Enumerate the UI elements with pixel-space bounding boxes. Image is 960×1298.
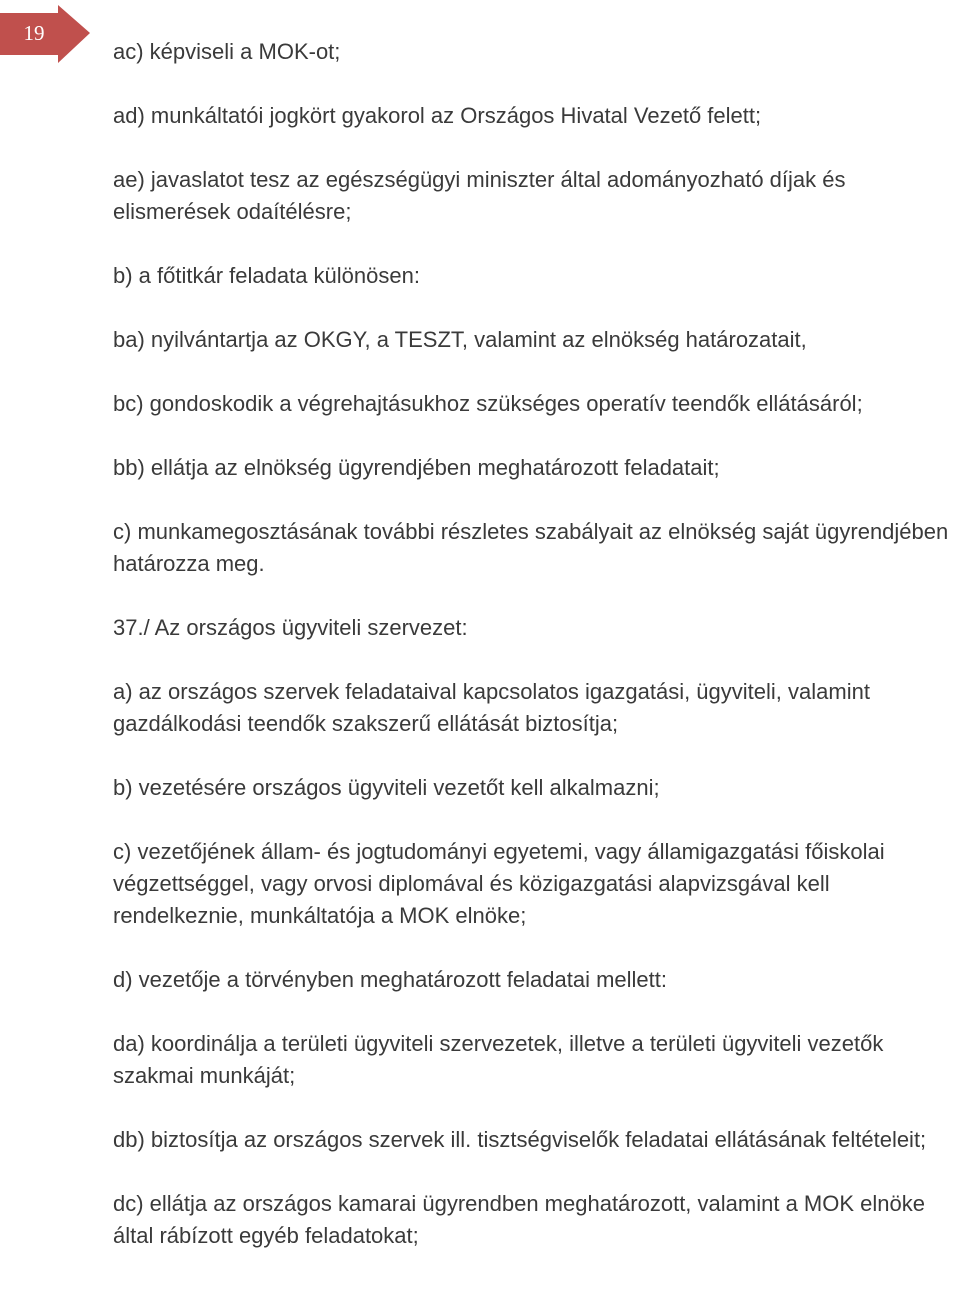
- section-heading-37: 37./ Az országos ügyviteli szervezet:: [113, 615, 468, 640]
- paragraph-37-dc: dc) ellátja az országos kamarai ügyrendben meghatározott, valamint a MOK elnöke által rábízott egyéb feladatokat;: [113, 1191, 925, 1248]
- paragraph-37-db: db) biztosítja az országos szervek ill. tisztségviselők feladatai ellátásának feltételeit;: [113, 1127, 927, 1152]
- paragraph-bc: bc) gondoskodik a végrehajtásukhoz szükséges operatív teendők ellátásáról;: [113, 391, 863, 416]
- paragraph-ae: ae) javaslatot tesz az egészségügyi miniszter által adományozható díjak és elismerések odaítélésre;: [113, 167, 846, 224]
- paragraph-37-b: b) vezetésére országos ügyviteli vezetőt kell alkalmazni;: [113, 775, 660, 800]
- paragraph-37-da: da) koordinálja a területi ügyviteli szervezetek, illetve a területi ügyviteli vezetők szakmai munkáját;: [113, 1031, 884, 1088]
- page-number: 19: [23, 21, 45, 45]
- paragraph-37-d: d) vezetője a törvényben meghatározott feladatai mellett:: [113, 967, 667, 992]
- paragraph-b: b) a főtitkár feladata különösen:: [113, 263, 420, 288]
- page-number-badge: [0, 5, 90, 65]
- paragraph-ac: ac) képviseli a MOK-ot;: [113, 39, 341, 64]
- paragraph-37-c: c) vezetőjének állam- és jogtudományi egyetemi, vagy államigazgatási főiskolai végzettséggel, vagy orvosi diplomával és közigazgatási alapvizsgával kell rendelkeznie, munkáltatója a MOK elnöke;: [113, 839, 885, 928]
- paragraph-ad: ad) munkáltatói jogkört gyakorol az Országos Hivatal Vezető felett;: [113, 103, 762, 128]
- paragraph-c: c) munkamegosztásának további részletes szabályait az elnökség saját ügyrendjében határozza meg.: [113, 519, 949, 576]
- paragraph-bb: bb) ellátja az elnökség ügyrendjében meghatározott feladatait;: [113, 455, 720, 480]
- paragraph-ba: ba) nyilvántartja az OKGY, a TESZT, valamint az elnökség határozatait,: [113, 327, 807, 352]
- paragraph-37-a: a) az országos szervek feladataival kapcsolatos igazgatási, ügyviteli, valamint gazdálkodási teendők szakszerű ellátását biztosítja;: [113, 679, 870, 736]
- document-body: [113, 36, 953, 1284]
